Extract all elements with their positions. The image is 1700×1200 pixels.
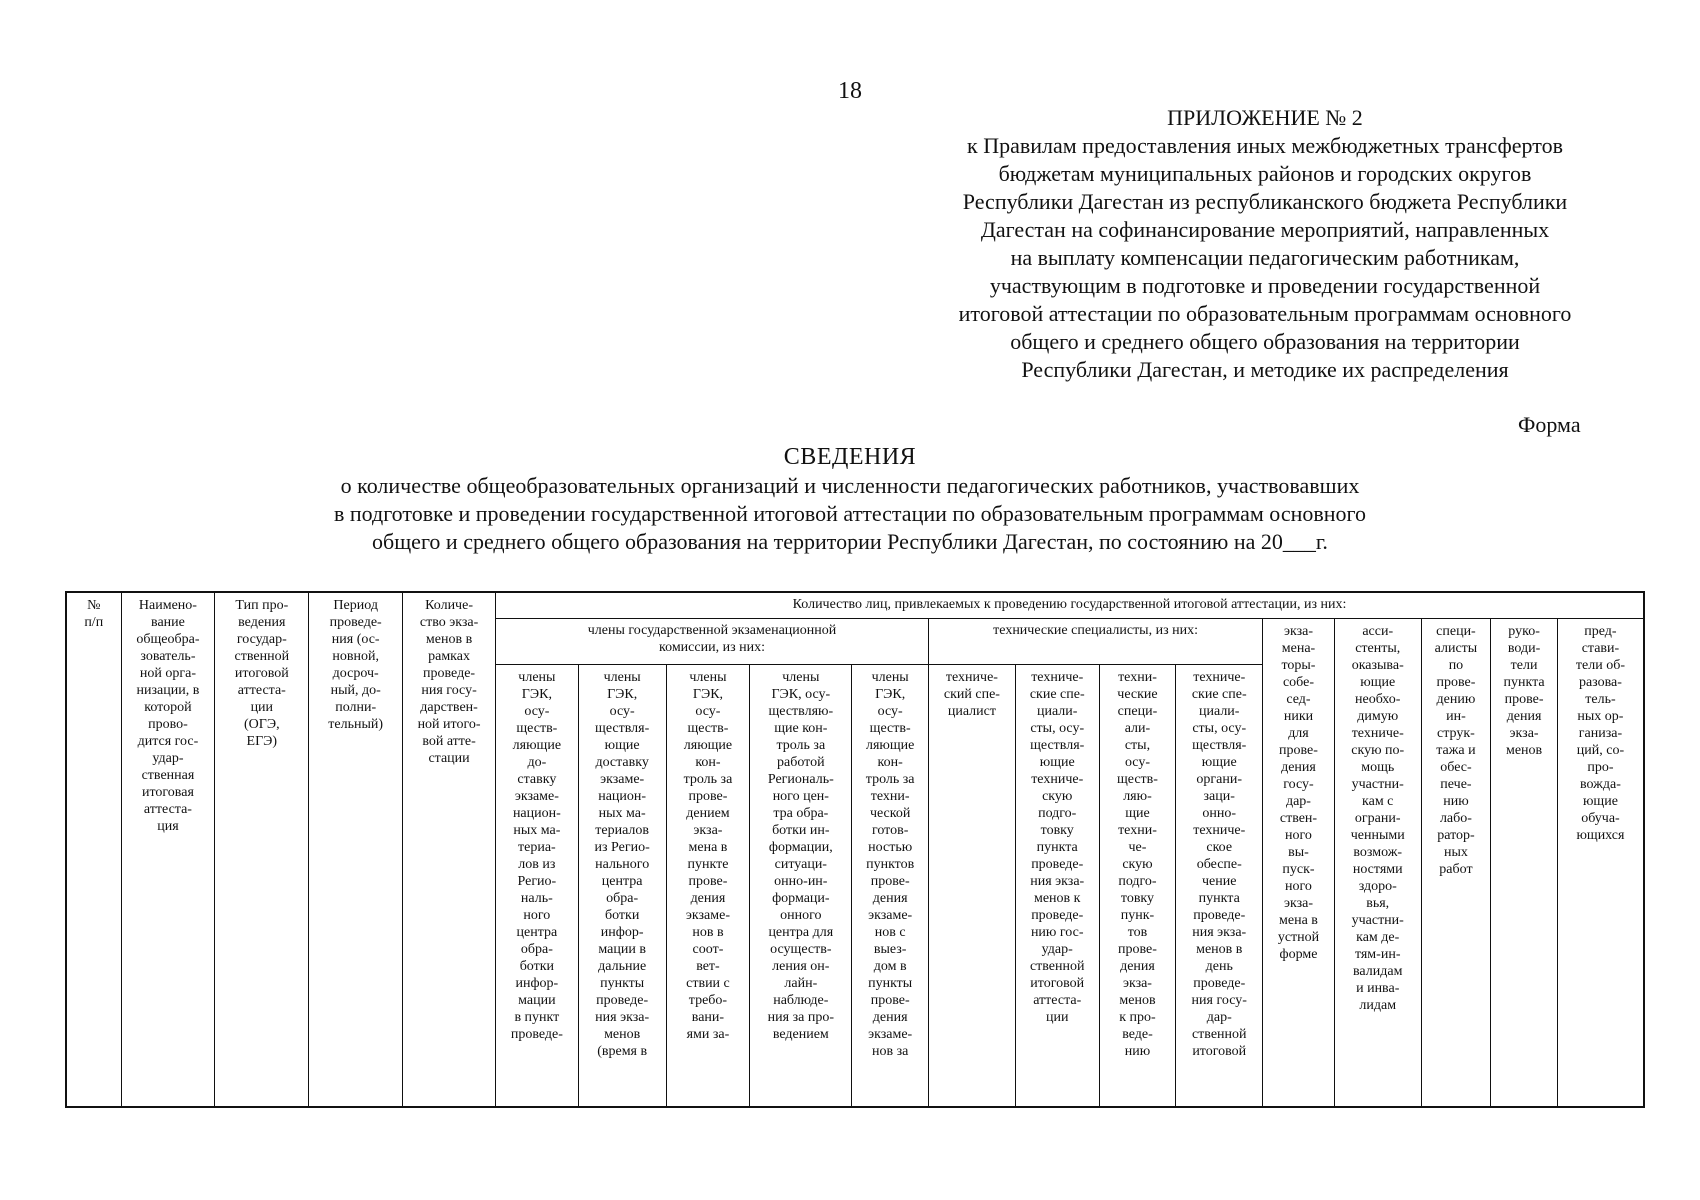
header-people-count: Количество лиц, привлекаемых к проведению государственной итоговой аттестации, из них: xyxy=(495,593,1643,619)
header-gek-exam-control: члены ГЭК, осу- ществ- ляющие кон- троль за прове- дением экза- мена в пункте прове- дения экзаме- нов в соот- вет- ствии с требо- вани- ями за- xyxy=(666,665,750,1107)
header-tech-preparation: техниче- ские спе- циали- сты, осу- ществля- ющие техниче- скую подго- товку пункта проведе- ния экза- менов к проведе- нию гос- удар- ственной итоговой аттеста- ции xyxy=(1015,665,1099,1107)
annex-line: общего и среднего общего образования на территории xyxy=(1010,329,1520,354)
annex-line: Республики Дагестан, и методике их распределения xyxy=(1021,357,1509,382)
header-exam-point-heads: руко- води- тели пункта прове- дения экза- менов xyxy=(1491,619,1558,1107)
report-table-frame xyxy=(65,591,1645,1108)
header-tech-specialist: техниче- ский спе- циалист xyxy=(929,665,1016,1107)
header-tech-group: технические специалисты, из них: xyxy=(929,619,1263,665)
annex-line: Дагестан на софинансирование мероприятий, направленных xyxy=(980,217,1550,242)
header-organization: Наимено- вание общеобра- зователь- ной орга- низации, в которой прово- дится гос- удар- ственная итоговая аттеста- ция xyxy=(121,593,215,1107)
header-org-representatives: пред- стави- тели об- разова- тель- ных ор- ганиза- ций, со- про- вожда- ющие обуча- ющихся xyxy=(1557,619,1643,1107)
annex-line: бюджетам муниципальных районов и городских округов xyxy=(998,161,1532,186)
annex-line: Республики Дагестан из республиканского бюджета Республики xyxy=(962,189,1568,214)
header-exam-type: Тип про- ведения государ- ственной итоговой аттеста- ции (ОГЭ, ЕГЭ) xyxy=(215,593,309,1107)
annex-line: к Правилам предоставления иных межбюджетных трансфертов xyxy=(967,133,1563,158)
form-label: Форма xyxy=(1518,412,1581,437)
document-subtitle xyxy=(240,472,1460,556)
document-title: СВЕДЕНИЯ xyxy=(783,444,917,470)
annex-title: ПРИЛОЖЕНИЕ № 2 xyxy=(1167,105,1363,130)
header-period: Период проведе- ния (ос- новной, досроч- ный, до- полни- тельный) xyxy=(309,593,403,1107)
report-table xyxy=(66,592,1644,1107)
header-gek-delivery: члены ГЭК, осу- ществ- ляющие до- ставку экзаме- национ- ных ма- териа- лов из Регио- наль- ного центра обра- ботки инфор- мации в пункт проведе- xyxy=(495,665,578,1107)
header-assistants: асси- стенты, оказыва- ющие необхо- димую техниче- скую по- мощь участни- кам с ограни- ченными возмож- ностями здоро- вья, участни- кам де- тям-ин- валидам и инва- лидам xyxy=(1334,619,1421,1107)
subtitle-line: о количестве общеобразовательных организаций и численности педагогических работников, участвовавших xyxy=(340,473,1360,498)
header-gek-group: члены государственной экзаменационной комиссии, из них: xyxy=(495,619,928,665)
header-exam-count: Количе- ство экза- менов в рамках проведе- ния госу- дарствен- ной итого- вой атте- стации xyxy=(403,593,496,1107)
annex-line: итоговой аттестации по образовательным программам основного xyxy=(958,301,1572,326)
header-tech-exam-day-support: техниче- ские спе- циали- сты, осу- ществля- ющие органи- заци- онно- техниче- ское обеспе- чение пункта проведе- ния экза- менов в день проведе- ния госу- дар- ственной итоговой xyxy=(1176,665,1263,1107)
header-gek-rcoi-control: члены ГЭК, осу- ществляю- щие кон- троль за работой Региональ- ного цен- тра обра- ботки ин- формации, ситуаци- онно-ин- формаци- онного центра для осуществ- ления он- лайн- наблюде- ния за про- ведением xyxy=(750,665,852,1107)
header-number: № п/п xyxy=(67,593,122,1107)
header-gek-tech-readiness: члены ГЭК, осу- ществ- ляющие кон- троль за техни- ческой готов- ностью пунктов прове- дения экзаме- нов с выез- дом в пункты прове- дения экзаме- нов за xyxy=(852,665,929,1107)
header-examiners: экза- мена- торы- собе- сед- ники для прове- дения госу- дар- ствен- ного вы- пуск- ного экза- мена в устной форме xyxy=(1263,619,1335,1107)
page-number: 18 xyxy=(838,78,862,104)
header-tech-points-preparation: техни- ческие специ- али- сты, осу- ществ- ляю- щие техни- че- скую подго- товку пунк- тов прове- дения экза- менов к про- веде- нию xyxy=(1099,665,1176,1107)
annex-block xyxy=(880,104,1650,384)
annex-line: участвующим в подготовке и проведении государственной xyxy=(989,273,1541,298)
annex-line: на выплату компенсации педагогическим работникам, xyxy=(1010,245,1520,270)
subtitle-line: в подготовке и проведении государственной итоговой аттестации по образовательным программам основного xyxy=(333,501,1367,526)
header-gek-remote-delivery: члены ГЭК, осу- ществля- ющие доставку экзаме- национ- ных ма- териалов из Регио- нального центра обра- ботки инфор- мации в дальние пункты проведе- ния экза- менов (время в xyxy=(578,665,666,1107)
subtitle-line: общего и среднего общего образования на территории Республики Дагестан, по состоянию на 20___г. xyxy=(372,529,1328,554)
header-lab-specialists: специ- алисты по прове- дению ин- струк- тажа и обес- пече- нию лабо- ратор- ных работ xyxy=(1421,619,1491,1107)
